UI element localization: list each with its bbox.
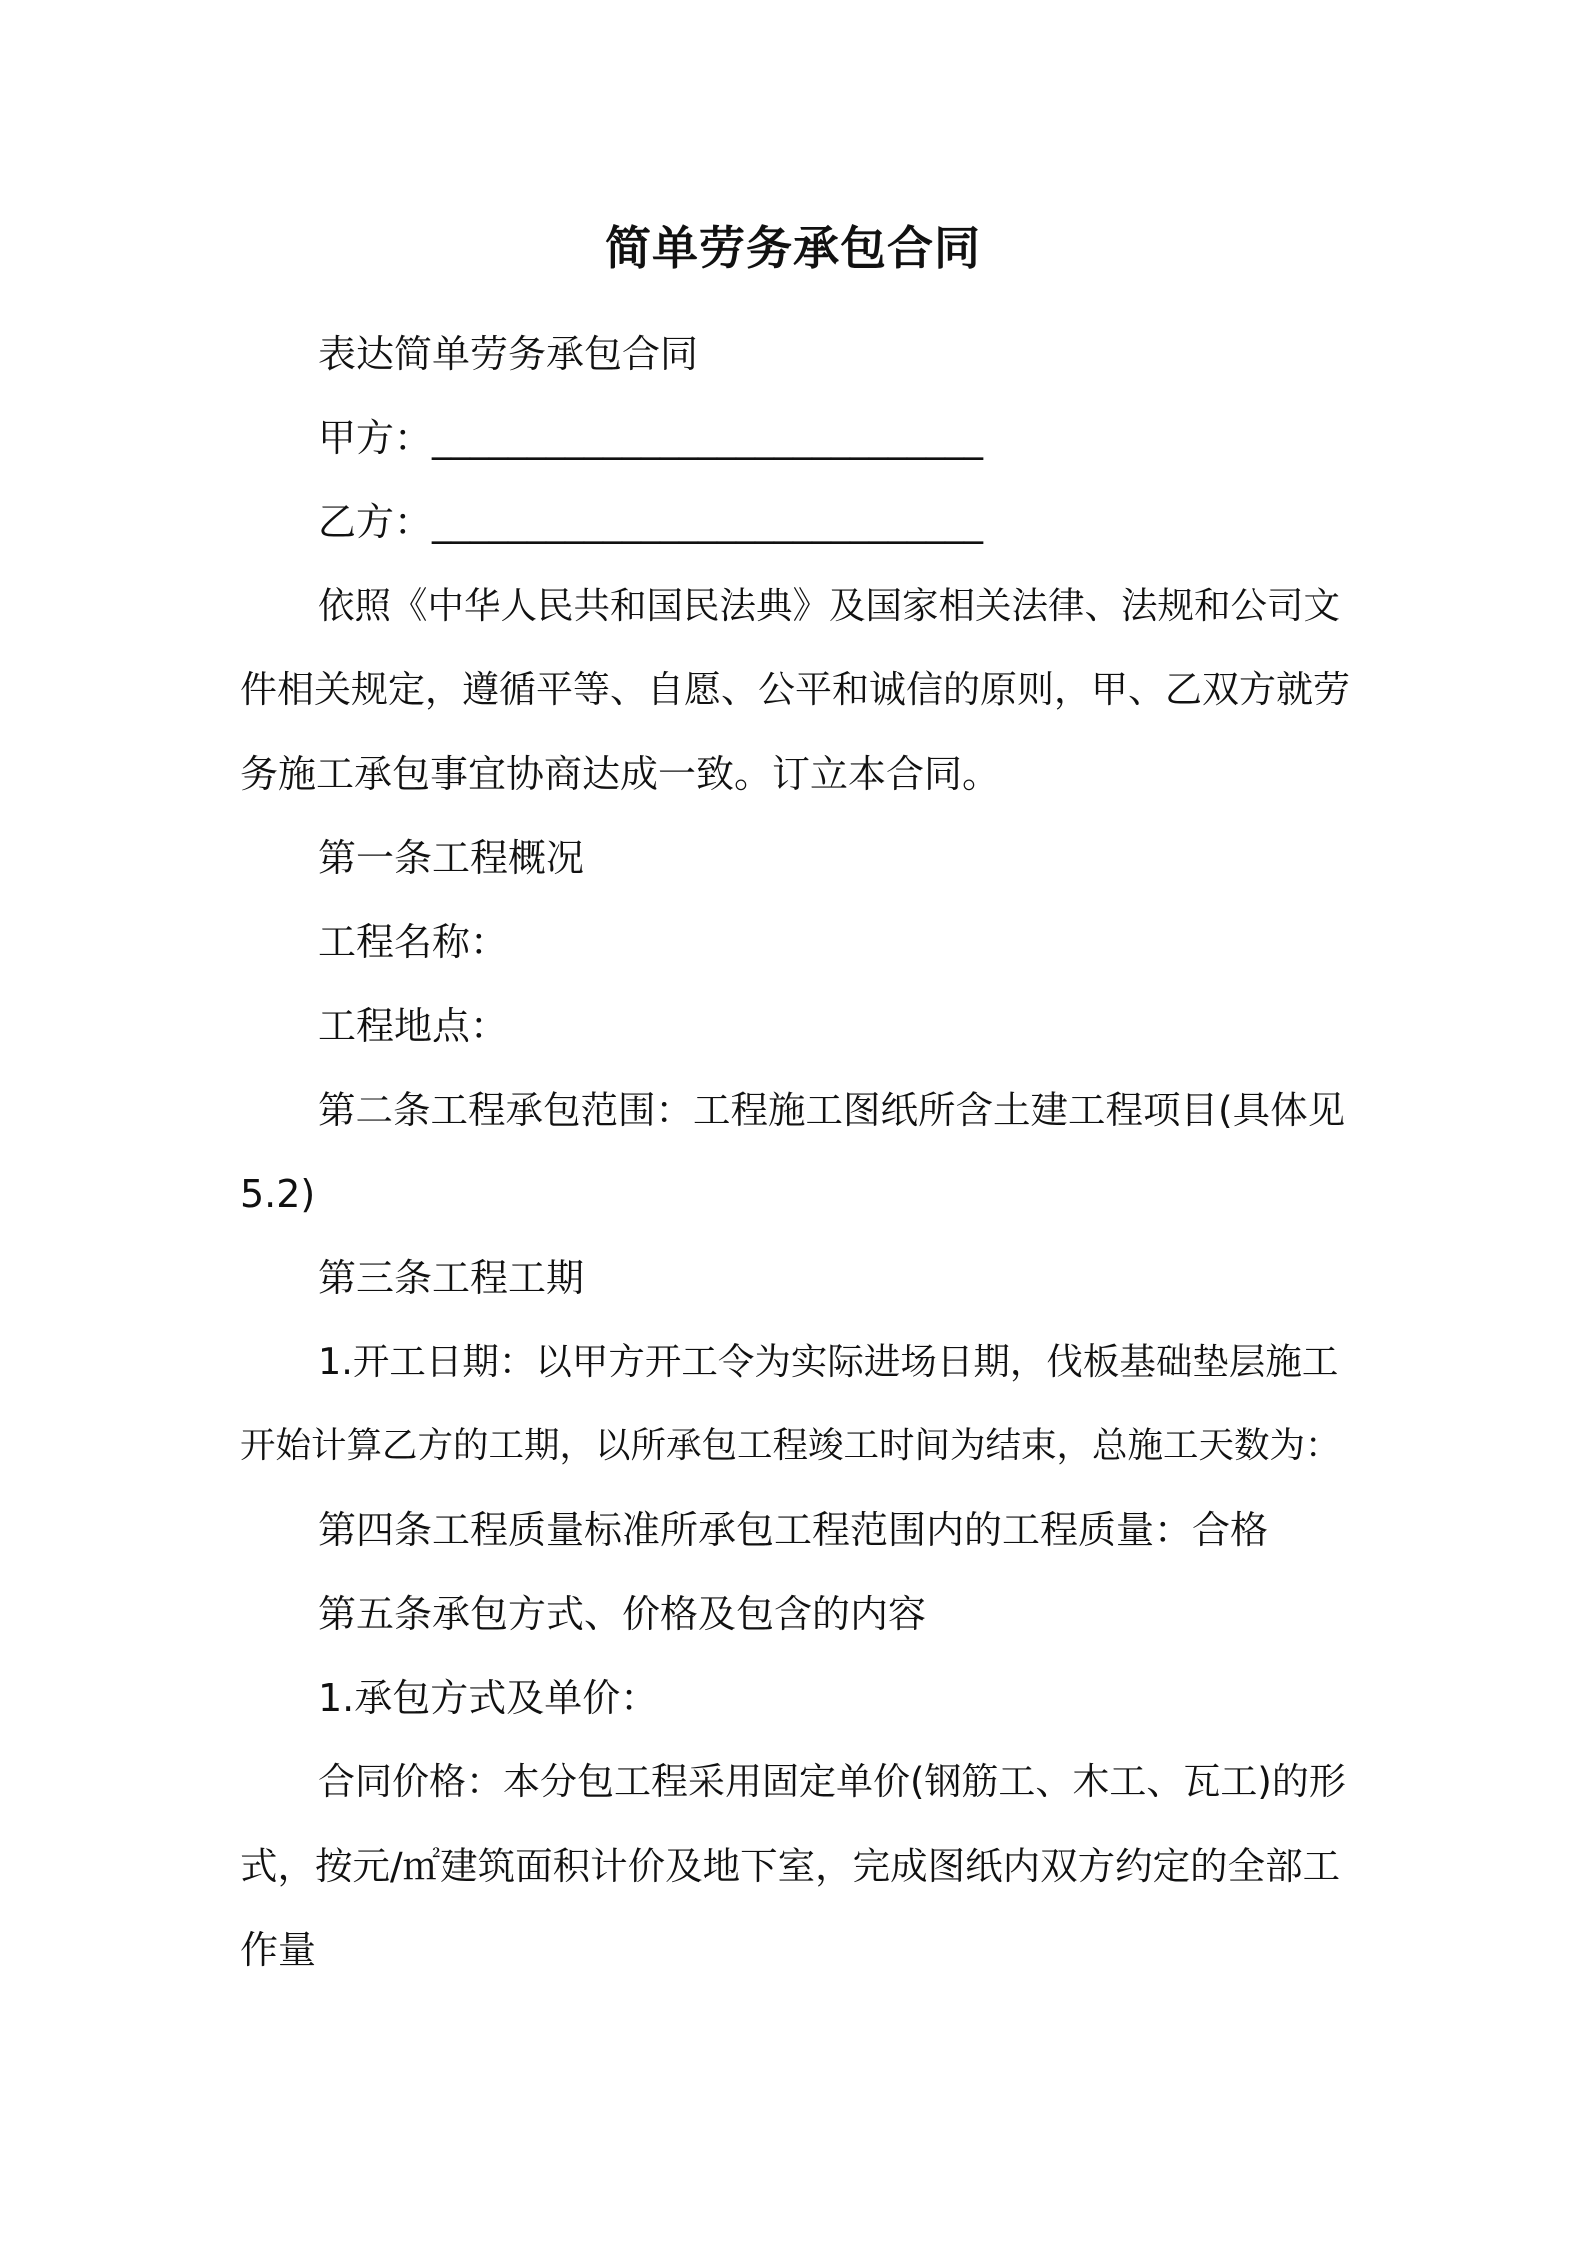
preamble-line-2: 件相关规定，遵循平等、自愿、公平和诚信的原则，甲、乙双方就劳 — [240, 668, 1350, 711]
start-date-line-2: 开始计算乙方的工期，以所承包工程竣工时间为结束，总施工天数为： — [240, 1425, 1341, 1466]
project-name-line: 工程名称： — [318, 920, 509, 964]
article-2-line-2: 5.2) — [240, 1172, 316, 1216]
article-1-heading: 第一条工程概况 — [318, 836, 585, 880]
article-4-line: 第四条工程质量标准所承包工程范围内的工程质量：合格 — [318, 1508, 1269, 1552]
project-location-line: 工程地点： — [318, 1004, 509, 1048]
subtitle-line: 表达简单劳务承包合同 — [318, 332, 699, 376]
party-a-line: 甲方：_____________________________ — [318, 416, 984, 460]
contract-price-line-1: 合同价格：本分包工程采用固定单价(钢筋工、木工、瓦工)的形 — [318, 1760, 1346, 1803]
party-b-line: 乙方：_____________________________ — [318, 500, 984, 544]
document-title: 简单劳务承包合同 — [605, 221, 981, 275]
article-3-heading: 第三条工程工期 — [318, 1256, 585, 1300]
start-date-line-1: 1.开工日期：以甲方开工令为实际进场日期，伐板基础垫层施工 — [318, 1340, 1339, 1383]
preamble-line-1: 依照《中华人民共和国民法典》及国家相关法律、法规和公司文 — [318, 584, 1340, 627]
preamble-line-3: 务施工承包事宜协商达成一致。订立本合同。 — [240, 752, 1001, 796]
article-5-heading: 第五条承包方式、价格及包含的内容 — [318, 1592, 927, 1636]
contract-method-line: 1.承包方式及单价： — [318, 1676, 659, 1720]
article-2-line-1: 第二条工程承包范围：工程施工图纸所含土建工程项目(具体见 — [318, 1088, 1346, 1132]
contract-price-line-3: 作量 — [240, 1928, 317, 1972]
contract-price-line-2: 式，按元/㎡建筑面积计价及地下室，完成图纸内双方约定的全部工 — [240, 1844, 1341, 1888]
